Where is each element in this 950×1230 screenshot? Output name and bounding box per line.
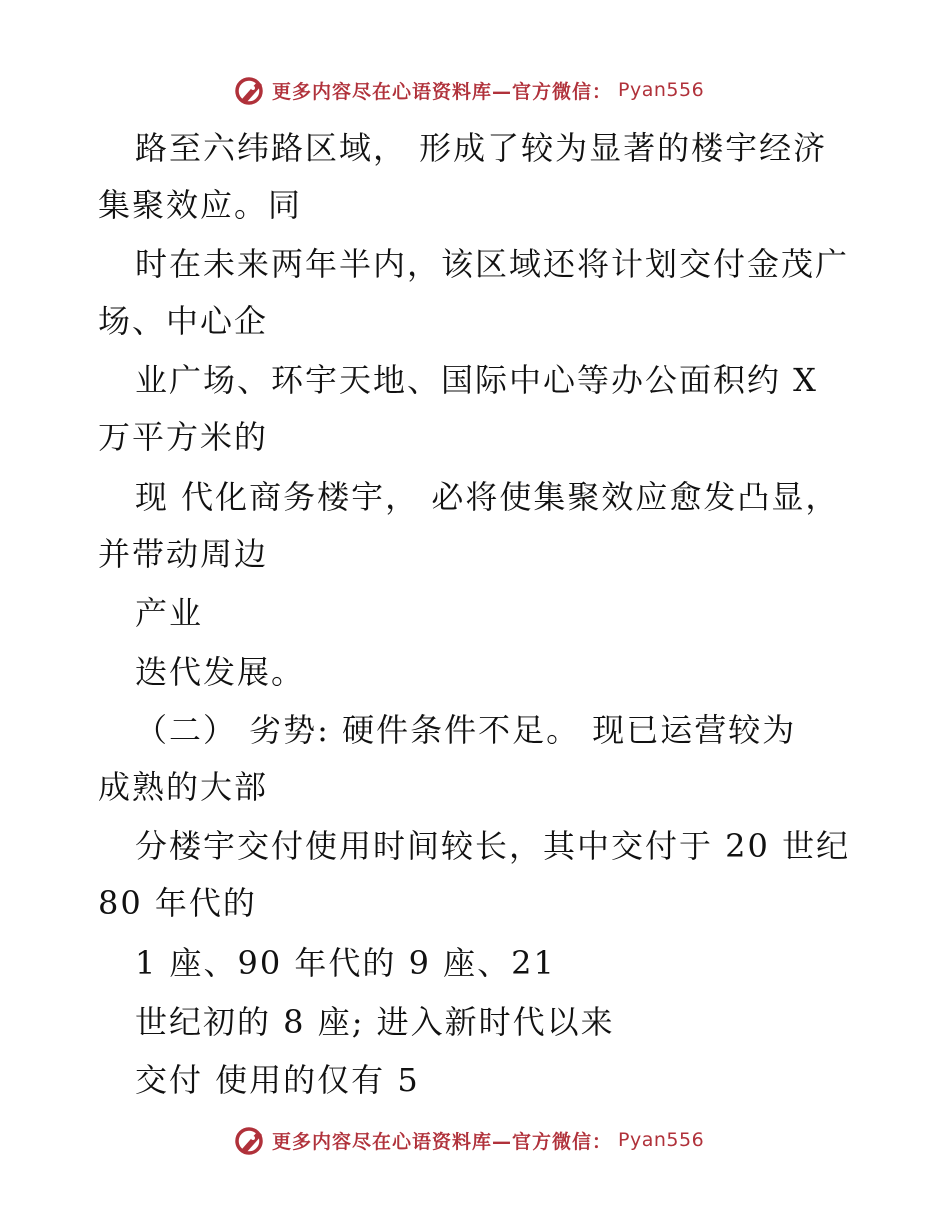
wechat-id: Pyan556 <box>618 79 705 101</box>
body-line: 业广场、环宇天地、国际中心等办公面积约 X <box>135 361 818 399</box>
body-line: 集聚效应。同 <box>98 186 303 224</box>
pen-nib-logo-icon <box>232 73 266 107</box>
body-line: 世纪初的 8 座; 进入新时代以来 <box>135 1003 615 1041</box>
banner-text: 更多内容尽在心语资料库—官方微信： <box>272 1130 613 1153</box>
pen-nib-logo-icon <box>232 1123 266 1157</box>
body-line: 80 年代的 <box>98 884 257 922</box>
body-line: 1 座、90 年代的 9 座、21 <box>135 944 556 982</box>
body-line: 现 代化商务楼宇， 必将使集聚效应愈发凸显， <box>135 478 840 516</box>
body-line: 并带动周边 <box>98 535 269 573</box>
banner-text: 更多内容尽在心语资料库—官方微信： <box>272 80 613 103</box>
header-banner <box>232 70 704 110</box>
body-line: 路至六纬路区域， 形成了较为显著的楼宇经济 <box>135 129 828 167</box>
body-line: （二） 劣势: 硬件条件不足。 现已运营较为 <box>135 711 797 749</box>
body-line: 产业 <box>135 594 204 632</box>
body-line: 成熟的大部 <box>98 768 269 806</box>
body-line: 时在未来两年半内，该区域还将计划交付金茂广 <box>135 245 850 283</box>
footer-banner <box>232 1120 704 1160</box>
body-line: 交付 使用的仅有 5 <box>135 1061 420 1099</box>
body-line: 场、中心企 <box>98 302 269 340</box>
wechat-id: Pyan556 <box>618 1129 705 1151</box>
body-line: 万平方米的 <box>98 418 269 456</box>
body-line: 迭代发展。 <box>135 653 306 691</box>
body-line: 分楼宇交付使用时间较长，其中交付于 20 世纪 <box>135 827 851 865</box>
